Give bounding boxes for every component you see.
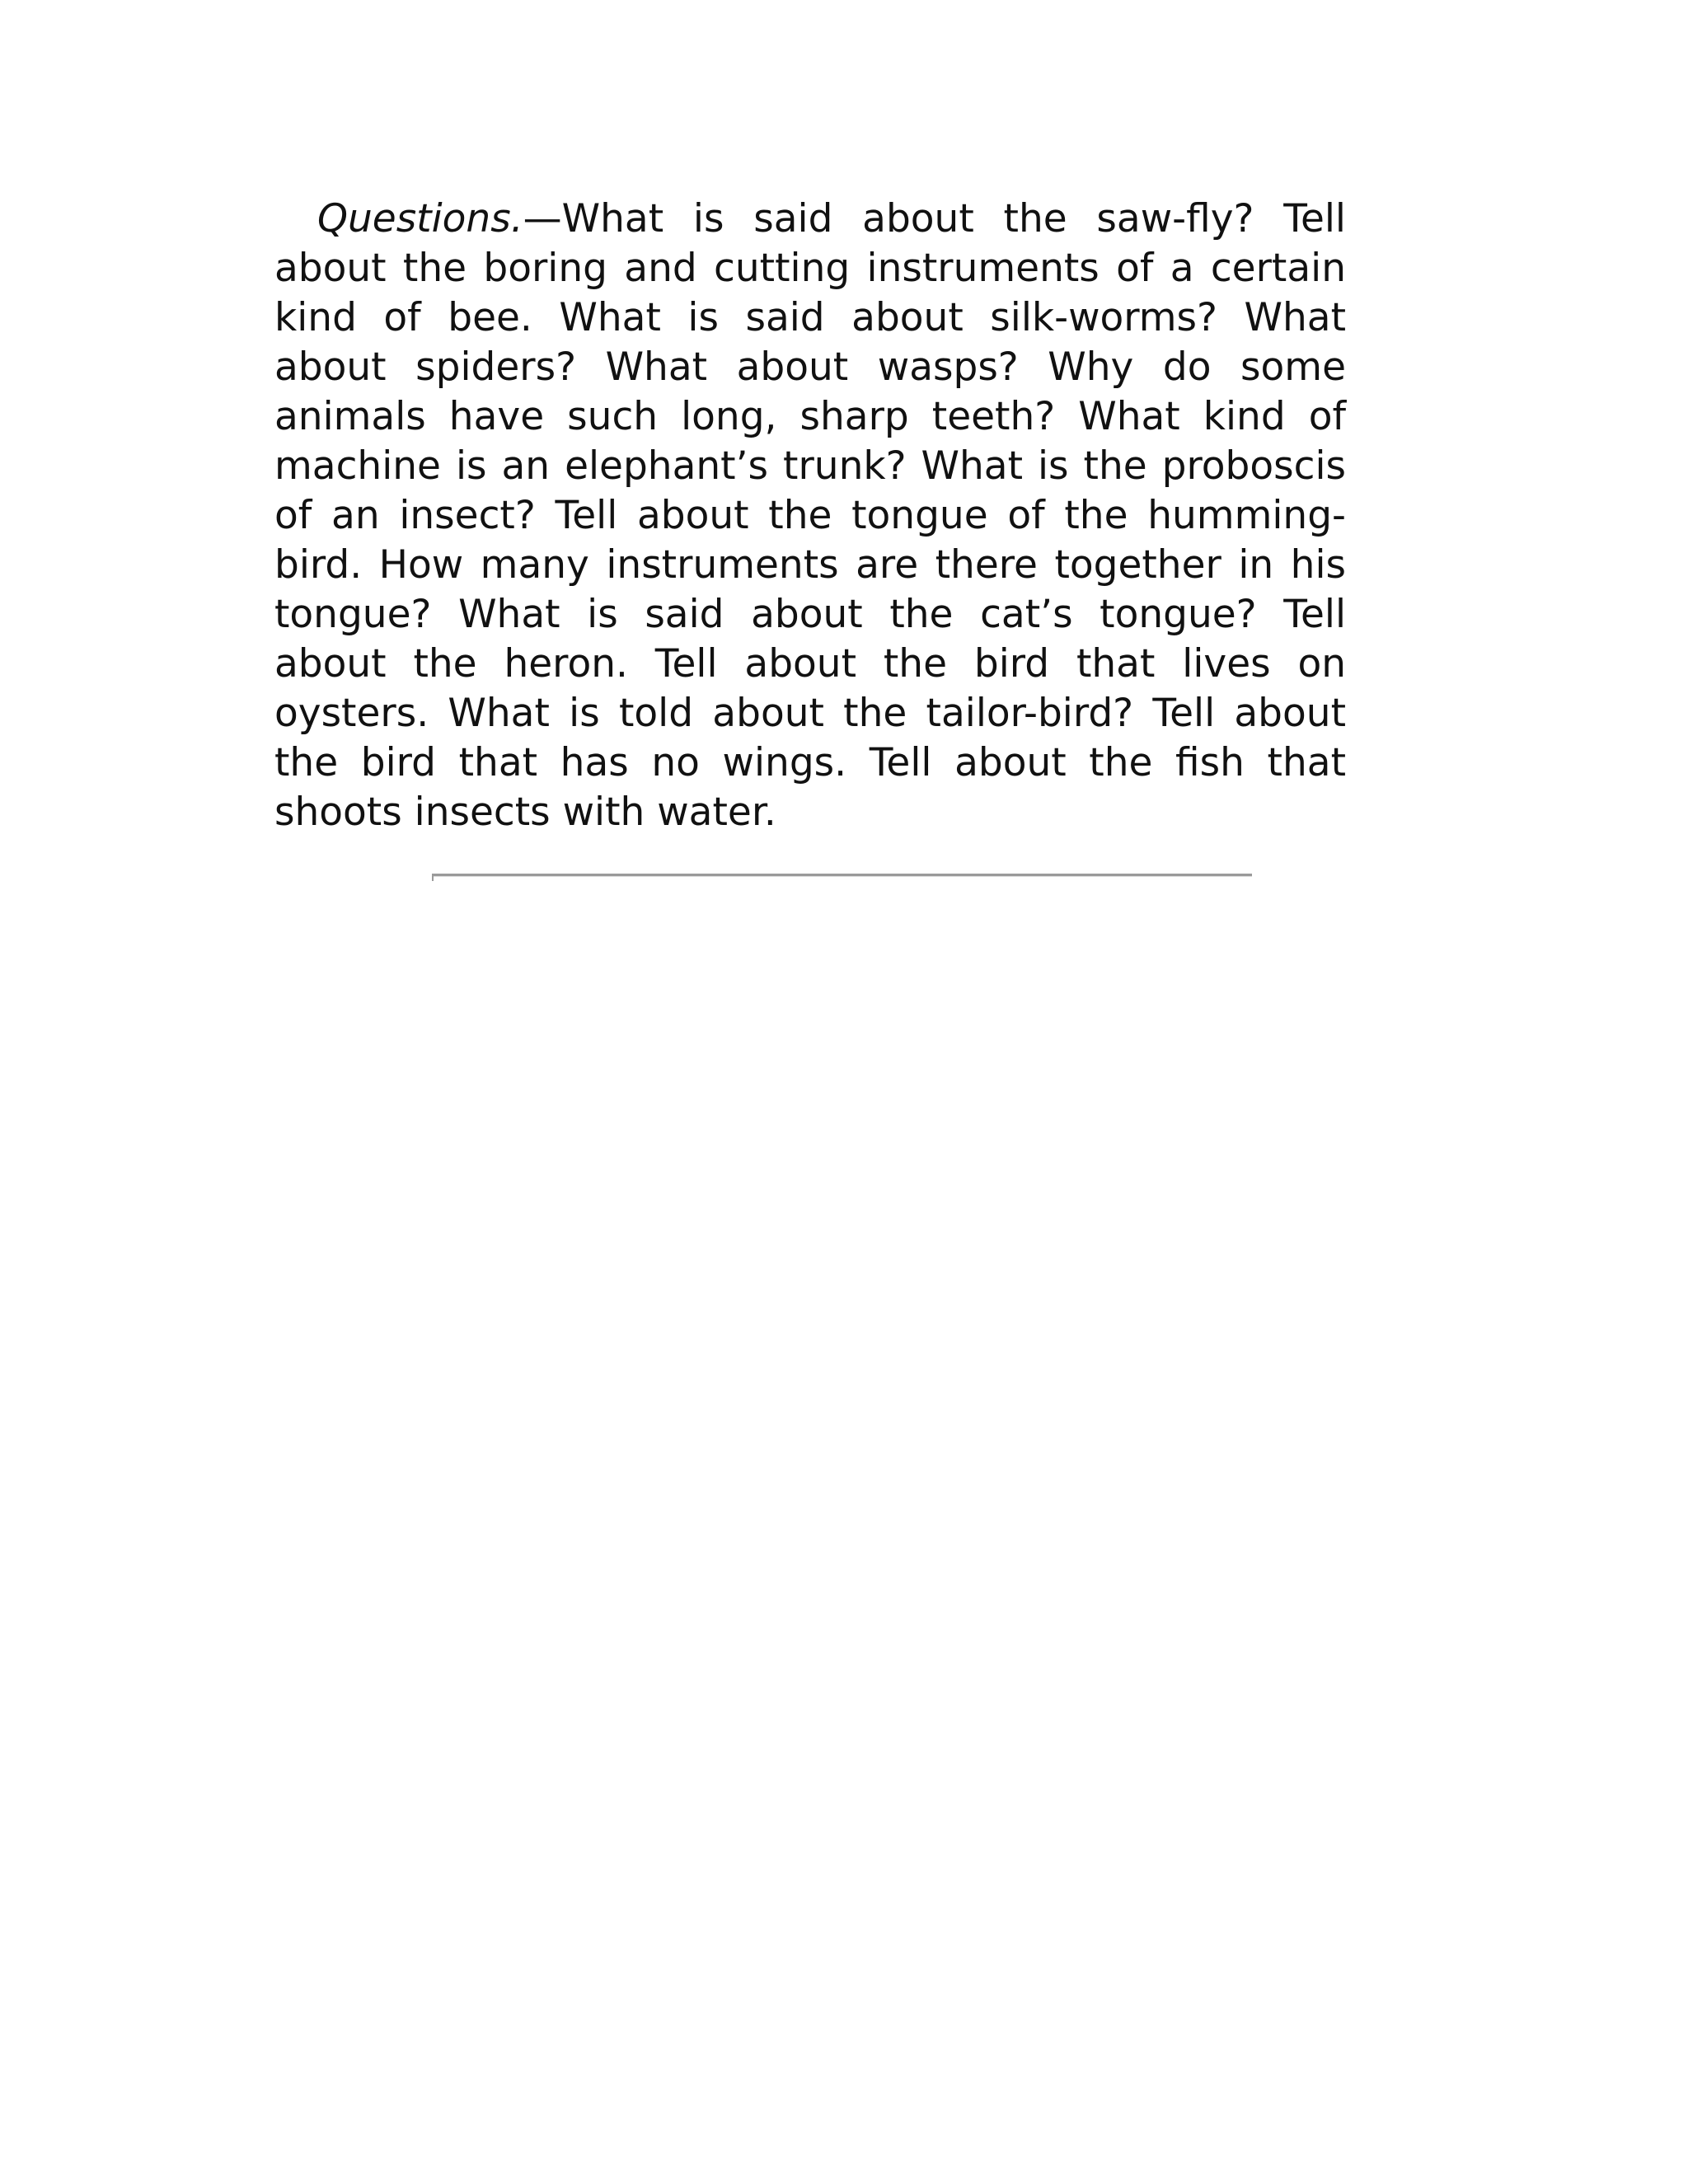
section-divider <box>432 874 1252 877</box>
questions-lead: Questions. <box>317 196 523 241</box>
questions-body: —What is said about the saw-fly? Tell about the boring and cutting instruments of a certain kind of bee. What is said about silk-worms? What about spiders? What about wasps? Why do some animals have such long, sharp teeth? What kind of machine is an elephant’s trunk? What is the proboscis of an insect? Tell about the tongue of the humming-bird. How many instruments are there together in his tongue? What is said about the cat’s tongue? Tell about the heron. Tell about the bird that lives on oysters. What is told about the tailor-bird? Tell about the bird that has no wings. Tell about the fish that shoots insects with water. <box>274 196 1346 835</box>
questions-paragraph <box>274 194 1346 837</box>
